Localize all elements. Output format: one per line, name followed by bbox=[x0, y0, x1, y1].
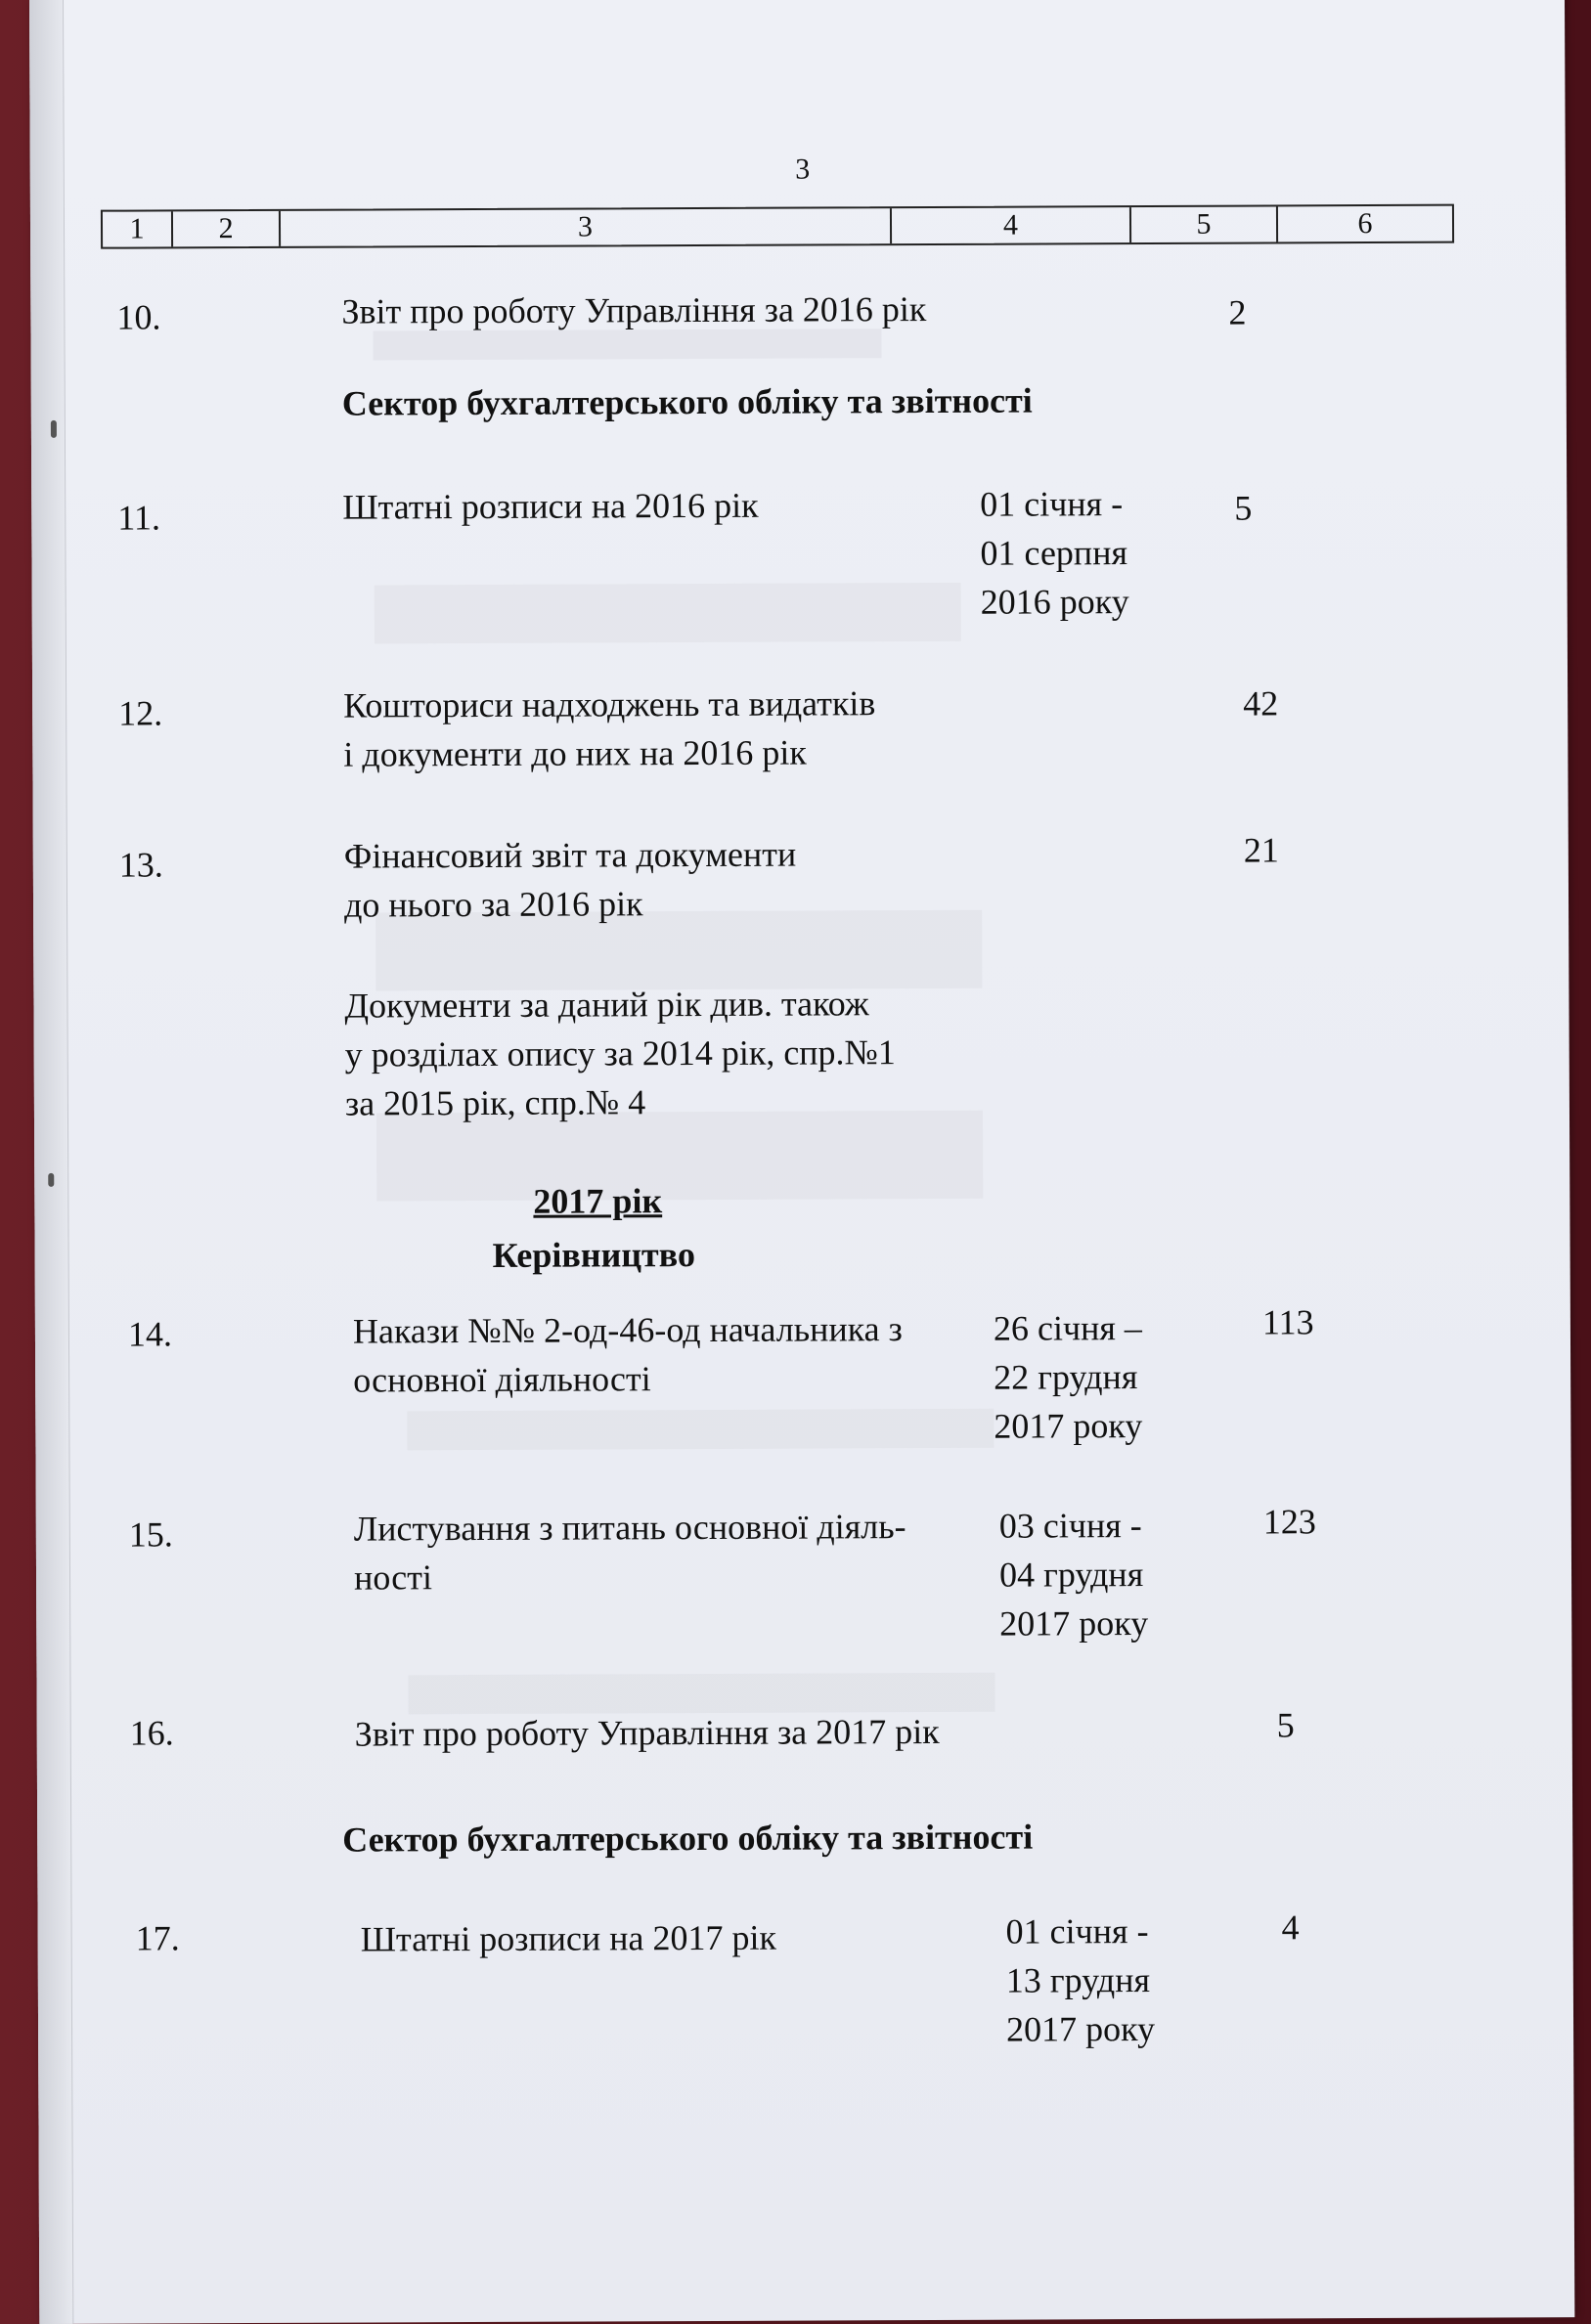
year-heading: 2017 рік bbox=[533, 1181, 663, 1221]
column-header-4: 4 bbox=[892, 207, 1131, 243]
entry-title-line: ності bbox=[353, 1557, 433, 1598]
entry-number: 10. bbox=[116, 297, 161, 337]
entry-date-line: 2017 року bbox=[999, 1603, 1149, 1644]
entry-title bbox=[361, 1912, 967, 1964]
section-heading: Керівництво bbox=[492, 1235, 695, 1275]
entry-count: 5 bbox=[1234, 488, 1253, 528]
entry-number: 16. bbox=[129, 1713, 174, 1753]
note-line: у розділах опису за 2014 рік, спр.№1 bbox=[344, 1032, 896, 1074]
entry-date-line: 26 січня – bbox=[993, 1308, 1142, 1348]
entry-count: 21 bbox=[1243, 830, 1279, 870]
entry-title-line: Звіт про роботу Управління за 2017 рік bbox=[354, 1711, 940, 1754]
entry-title-line: Кошториси надходжень та видатків bbox=[343, 683, 876, 725]
entry-title-line: основної діяльності bbox=[353, 1359, 651, 1400]
entry-count: 5 bbox=[1276, 1705, 1295, 1745]
entry-title-line: Штатні розписи на 2016 рік bbox=[342, 485, 759, 527]
entry-date-line: 01 січня - bbox=[980, 484, 1124, 524]
column-header-5: 5 bbox=[1131, 206, 1278, 242]
entry-count: 4 bbox=[1281, 1907, 1300, 1948]
entry-number: 13. bbox=[118, 845, 163, 885]
entry-date-line: 03 січня - bbox=[998, 1506, 1142, 1546]
document-page bbox=[29, 0, 1574, 2324]
binding-mark bbox=[48, 1173, 54, 1187]
entry-title bbox=[341, 285, 1026, 336]
binding-mark bbox=[51, 420, 57, 438]
entry-date-line: 2016 року bbox=[980, 582, 1129, 622]
entry-count: 113 bbox=[1261, 1302, 1314, 1342]
column-header-1: 1 bbox=[103, 211, 173, 246]
entry-title bbox=[353, 1304, 959, 1405]
entry-date-line: 2017 року bbox=[994, 1406, 1143, 1446]
entry-number: 14. bbox=[127, 1314, 173, 1354]
entry-date-line: 22 грудня bbox=[994, 1357, 1138, 1397]
entry-dates bbox=[999, 1501, 1196, 1648]
entry-title bbox=[355, 1707, 1039, 1759]
cross-reference-note bbox=[344, 979, 1030, 1128]
entry-date-line: 01 серпня bbox=[980, 533, 1128, 573]
entry-title-line: Листування з питань основної діяль- bbox=[353, 1507, 906, 1549]
entry-title-line: Фінансовий звіт та документи bbox=[343, 834, 797, 876]
entry-title-line: і документи до них на 2016 рік bbox=[343, 732, 807, 774]
entry-number: 12. bbox=[118, 693, 163, 733]
section-heading: Сектор бухгалтерського обліку та звітності bbox=[342, 1817, 1034, 1860]
section-heading: Сектор бухгалтерського обліку та звітності bbox=[341, 380, 1033, 423]
entry-number: 11. bbox=[117, 498, 161, 538]
page-number: 3 bbox=[795, 153, 811, 186]
entry-date-line: 04 грудня bbox=[998, 1555, 1144, 1595]
note-line: Документи за даний рік див. також bbox=[344, 984, 869, 1026]
entry-date-line: 2017 року bbox=[1005, 2008, 1156, 2049]
entry-count: 42 bbox=[1243, 683, 1279, 724]
entry-title bbox=[344, 829, 950, 930]
entry-title-line: Штатні розписи на 2017 рік bbox=[360, 1917, 777, 1959]
note-line: за 2015 рік, спр.№ 4 bbox=[344, 1082, 646, 1123]
entry-title-line: до нього за 2016 рік bbox=[343, 884, 643, 925]
inventory-list bbox=[29, 0, 1574, 2324]
entry-count: 123 bbox=[1262, 1502, 1316, 1542]
entry-title bbox=[343, 679, 950, 779]
column-header-2: 2 bbox=[173, 211, 281, 246]
entry-dates bbox=[1006, 1907, 1203, 2054]
column-header-3: 3 bbox=[281, 208, 892, 246]
column-header-6: 6 bbox=[1357, 207, 1373, 241]
entry-date-line: 01 січня - bbox=[1005, 1911, 1149, 1951]
entry-dates bbox=[980, 479, 1176, 627]
entry-title-line: Звіт про роботу Управління за 2016 рік bbox=[341, 289, 927, 331]
entry-number: 15. bbox=[128, 1514, 173, 1555]
entry-title bbox=[342, 480, 949, 532]
entry-dates bbox=[994, 1303, 1219, 1451]
entry-number: 17. bbox=[135, 1918, 180, 1958]
entry-title-line: Накази №№ 2-од-46-од начальника з bbox=[352, 1309, 903, 1351]
entry-count: 2 bbox=[1228, 292, 1247, 332]
entry-title bbox=[354, 1502, 960, 1602]
entry-date-line: 13 грудня bbox=[1005, 1960, 1151, 2000]
